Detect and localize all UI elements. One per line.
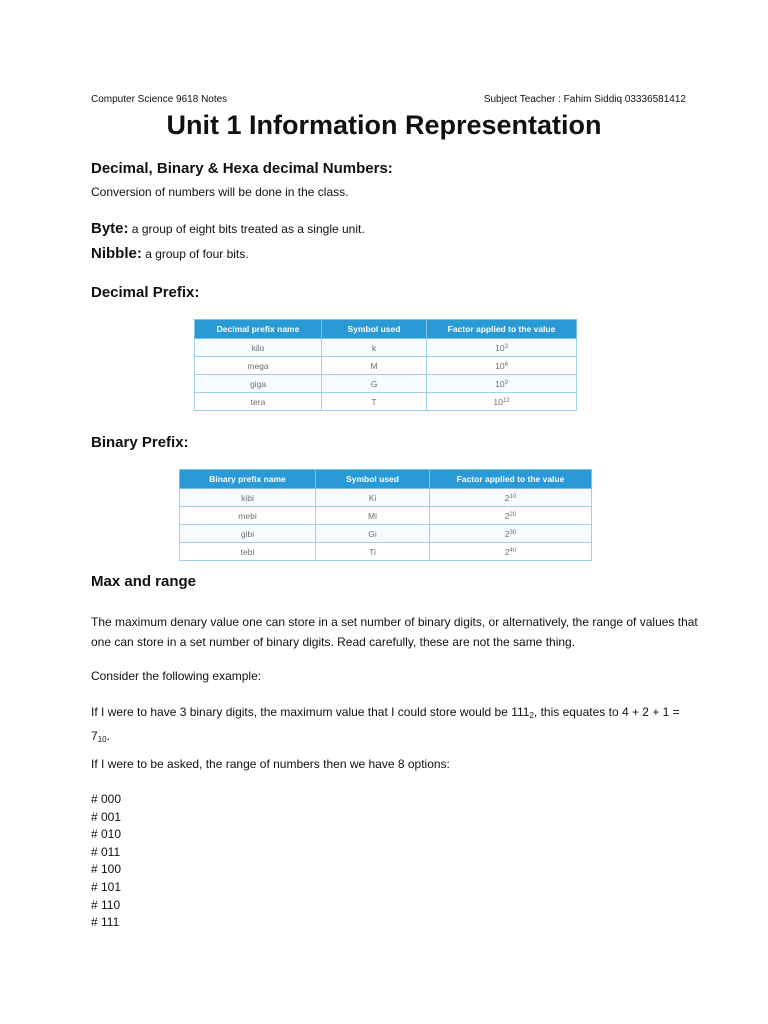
factor-exponent: 6 bbox=[504, 361, 508, 368]
prefix-name: mebi bbox=[180, 507, 316, 525]
binary-prefix-heading: Binary Prefix: bbox=[91, 434, 189, 451]
prefix-factor bbox=[427, 393, 577, 411]
prefix-symbol: Mi bbox=[316, 507, 430, 525]
example-text: If I were to have 3 binary digits, the maximum value that I could store would be 111 bbox=[91, 705, 530, 719]
column-header: Factor applied to the value bbox=[430, 470, 592, 489]
prefix-symbol: Ti bbox=[316, 543, 430, 561]
header-course: Computer Science 9618 Notes bbox=[91, 94, 228, 105]
factor-base: 2 bbox=[504, 510, 510, 521]
prefix-name: tebi bbox=[180, 543, 316, 561]
prefix-name: mega bbox=[195, 357, 322, 375]
prefix-symbol: G bbox=[322, 375, 427, 393]
table-row bbox=[195, 375, 577, 393]
column-header: Factor applied to the value bbox=[427, 320, 577, 339]
byte-text: a group of eight bits treated as a single unit. bbox=[131, 222, 365, 236]
column-header: Decimal prefix name bbox=[195, 320, 322, 339]
list-item: # 110 bbox=[91, 897, 121, 912]
list-item: # 111 bbox=[91, 915, 120, 930]
binary-options-list bbox=[91, 791, 121, 932]
factor-base: 10 bbox=[495, 342, 505, 353]
factor-base: 10 bbox=[495, 378, 505, 389]
column-header: Symbol used bbox=[316, 470, 430, 489]
factor-exponent: 12 bbox=[502, 397, 510, 404]
prefix-name: kibi bbox=[180, 489, 316, 507]
prefix-name: tera bbox=[195, 393, 322, 411]
prefix-symbol: k bbox=[322, 339, 427, 357]
example-text: . bbox=[106, 729, 110, 743]
nibble-term: Nibble: bbox=[91, 245, 142, 262]
list-item: # 001 bbox=[91, 809, 122, 824]
binary-prefix-table bbox=[179, 469, 592, 561]
page-header bbox=[91, 94, 686, 105]
table-header-row bbox=[180, 470, 592, 489]
factor-exponent: 30 bbox=[509, 529, 517, 536]
table-row bbox=[195, 357, 577, 375]
prefix-name: gibi bbox=[180, 525, 316, 543]
base-subscript: 2 bbox=[529, 711, 534, 720]
table-header-row bbox=[195, 320, 577, 339]
table-row bbox=[180, 525, 592, 543]
header-teacher: Subject Teacher : Fahim Siddiq 03336581412 bbox=[483, 94, 686, 105]
numbers-text: Conversion of numbers will be done in the class. bbox=[91, 185, 349, 199]
list-item: # 100 bbox=[91, 862, 122, 877]
prefix-factor bbox=[430, 489, 592, 507]
max-range-heading: Max and range bbox=[91, 573, 197, 590]
prefix-factor bbox=[427, 375, 577, 393]
prefix-factor bbox=[427, 357, 577, 375]
list-item: # 010 bbox=[91, 827, 122, 842]
max-range-paragraph-1: The maximum denary value one can store in a set number of binary digits, or alternatively, the range of values that one can store in a set number of binary digits. Read carefully, these are not the same thing. bbox=[91, 615, 698, 649]
nibble-definition bbox=[91, 245, 249, 262]
numbers-heading: Decimal, Binary & Hexa decimal Numbers: bbox=[91, 160, 393, 177]
nibble-text: a group of four bits. bbox=[145, 247, 249, 261]
prefix-factor bbox=[427, 339, 577, 357]
factor-base: 2 bbox=[504, 492, 510, 503]
factor-exponent: 20 bbox=[509, 511, 517, 518]
base-subscript: 10 bbox=[97, 735, 107, 744]
factor-base: 2 bbox=[504, 546, 510, 557]
page-title: Unit 1 Information Representation bbox=[166, 110, 602, 140]
table-row bbox=[195, 393, 577, 411]
max-range-paragraph-3 bbox=[91, 702, 698, 750]
prefix-symbol: Ki bbox=[316, 489, 430, 507]
list-item: # 101 bbox=[91, 879, 122, 894]
list-item: # 000 bbox=[91, 792, 122, 806]
prefix-symbol: T bbox=[322, 393, 427, 411]
column-header: Binary prefix name bbox=[180, 470, 316, 489]
decimal-prefix-heading: Decimal Prefix: bbox=[91, 284, 200, 301]
max-range-paragraph-2: Consider the following example: bbox=[91, 669, 262, 683]
table-row bbox=[195, 339, 577, 357]
factor-exponent: 10 bbox=[509, 493, 517, 500]
table-row bbox=[180, 543, 592, 561]
factor-exponent: 40 bbox=[509, 547, 517, 554]
table-row bbox=[180, 507, 592, 525]
column-header: Symbol used bbox=[322, 320, 427, 339]
prefix-factor bbox=[430, 507, 592, 525]
prefix-name: kilo bbox=[195, 339, 322, 357]
byte-term: Byte: bbox=[91, 220, 129, 237]
prefix-symbol: M bbox=[322, 357, 427, 375]
factor-base: 10 bbox=[493, 396, 503, 407]
table-row bbox=[180, 489, 592, 507]
prefix-factor bbox=[430, 543, 592, 561]
factor-base: 2 bbox=[504, 528, 510, 539]
factor-exponent: 9 bbox=[504, 379, 508, 386]
factor-base: 10 bbox=[495, 360, 505, 371]
max-range-paragraph-4: If I were to be asked, the range of numbers then we have 8 options: bbox=[91, 757, 450, 771]
list-item: # 011 bbox=[91, 844, 121, 859]
decimal-prefix-table bbox=[194, 319, 577, 411]
prefix-symbol: Gi bbox=[316, 525, 430, 543]
example-text: , this equates to 4 + 2 + 1 = 7 bbox=[91, 705, 680, 743]
factor-exponent: 3 bbox=[504, 343, 508, 350]
prefix-factor bbox=[430, 525, 592, 543]
byte-definition bbox=[91, 220, 365, 237]
prefix-name: giga bbox=[195, 375, 322, 393]
